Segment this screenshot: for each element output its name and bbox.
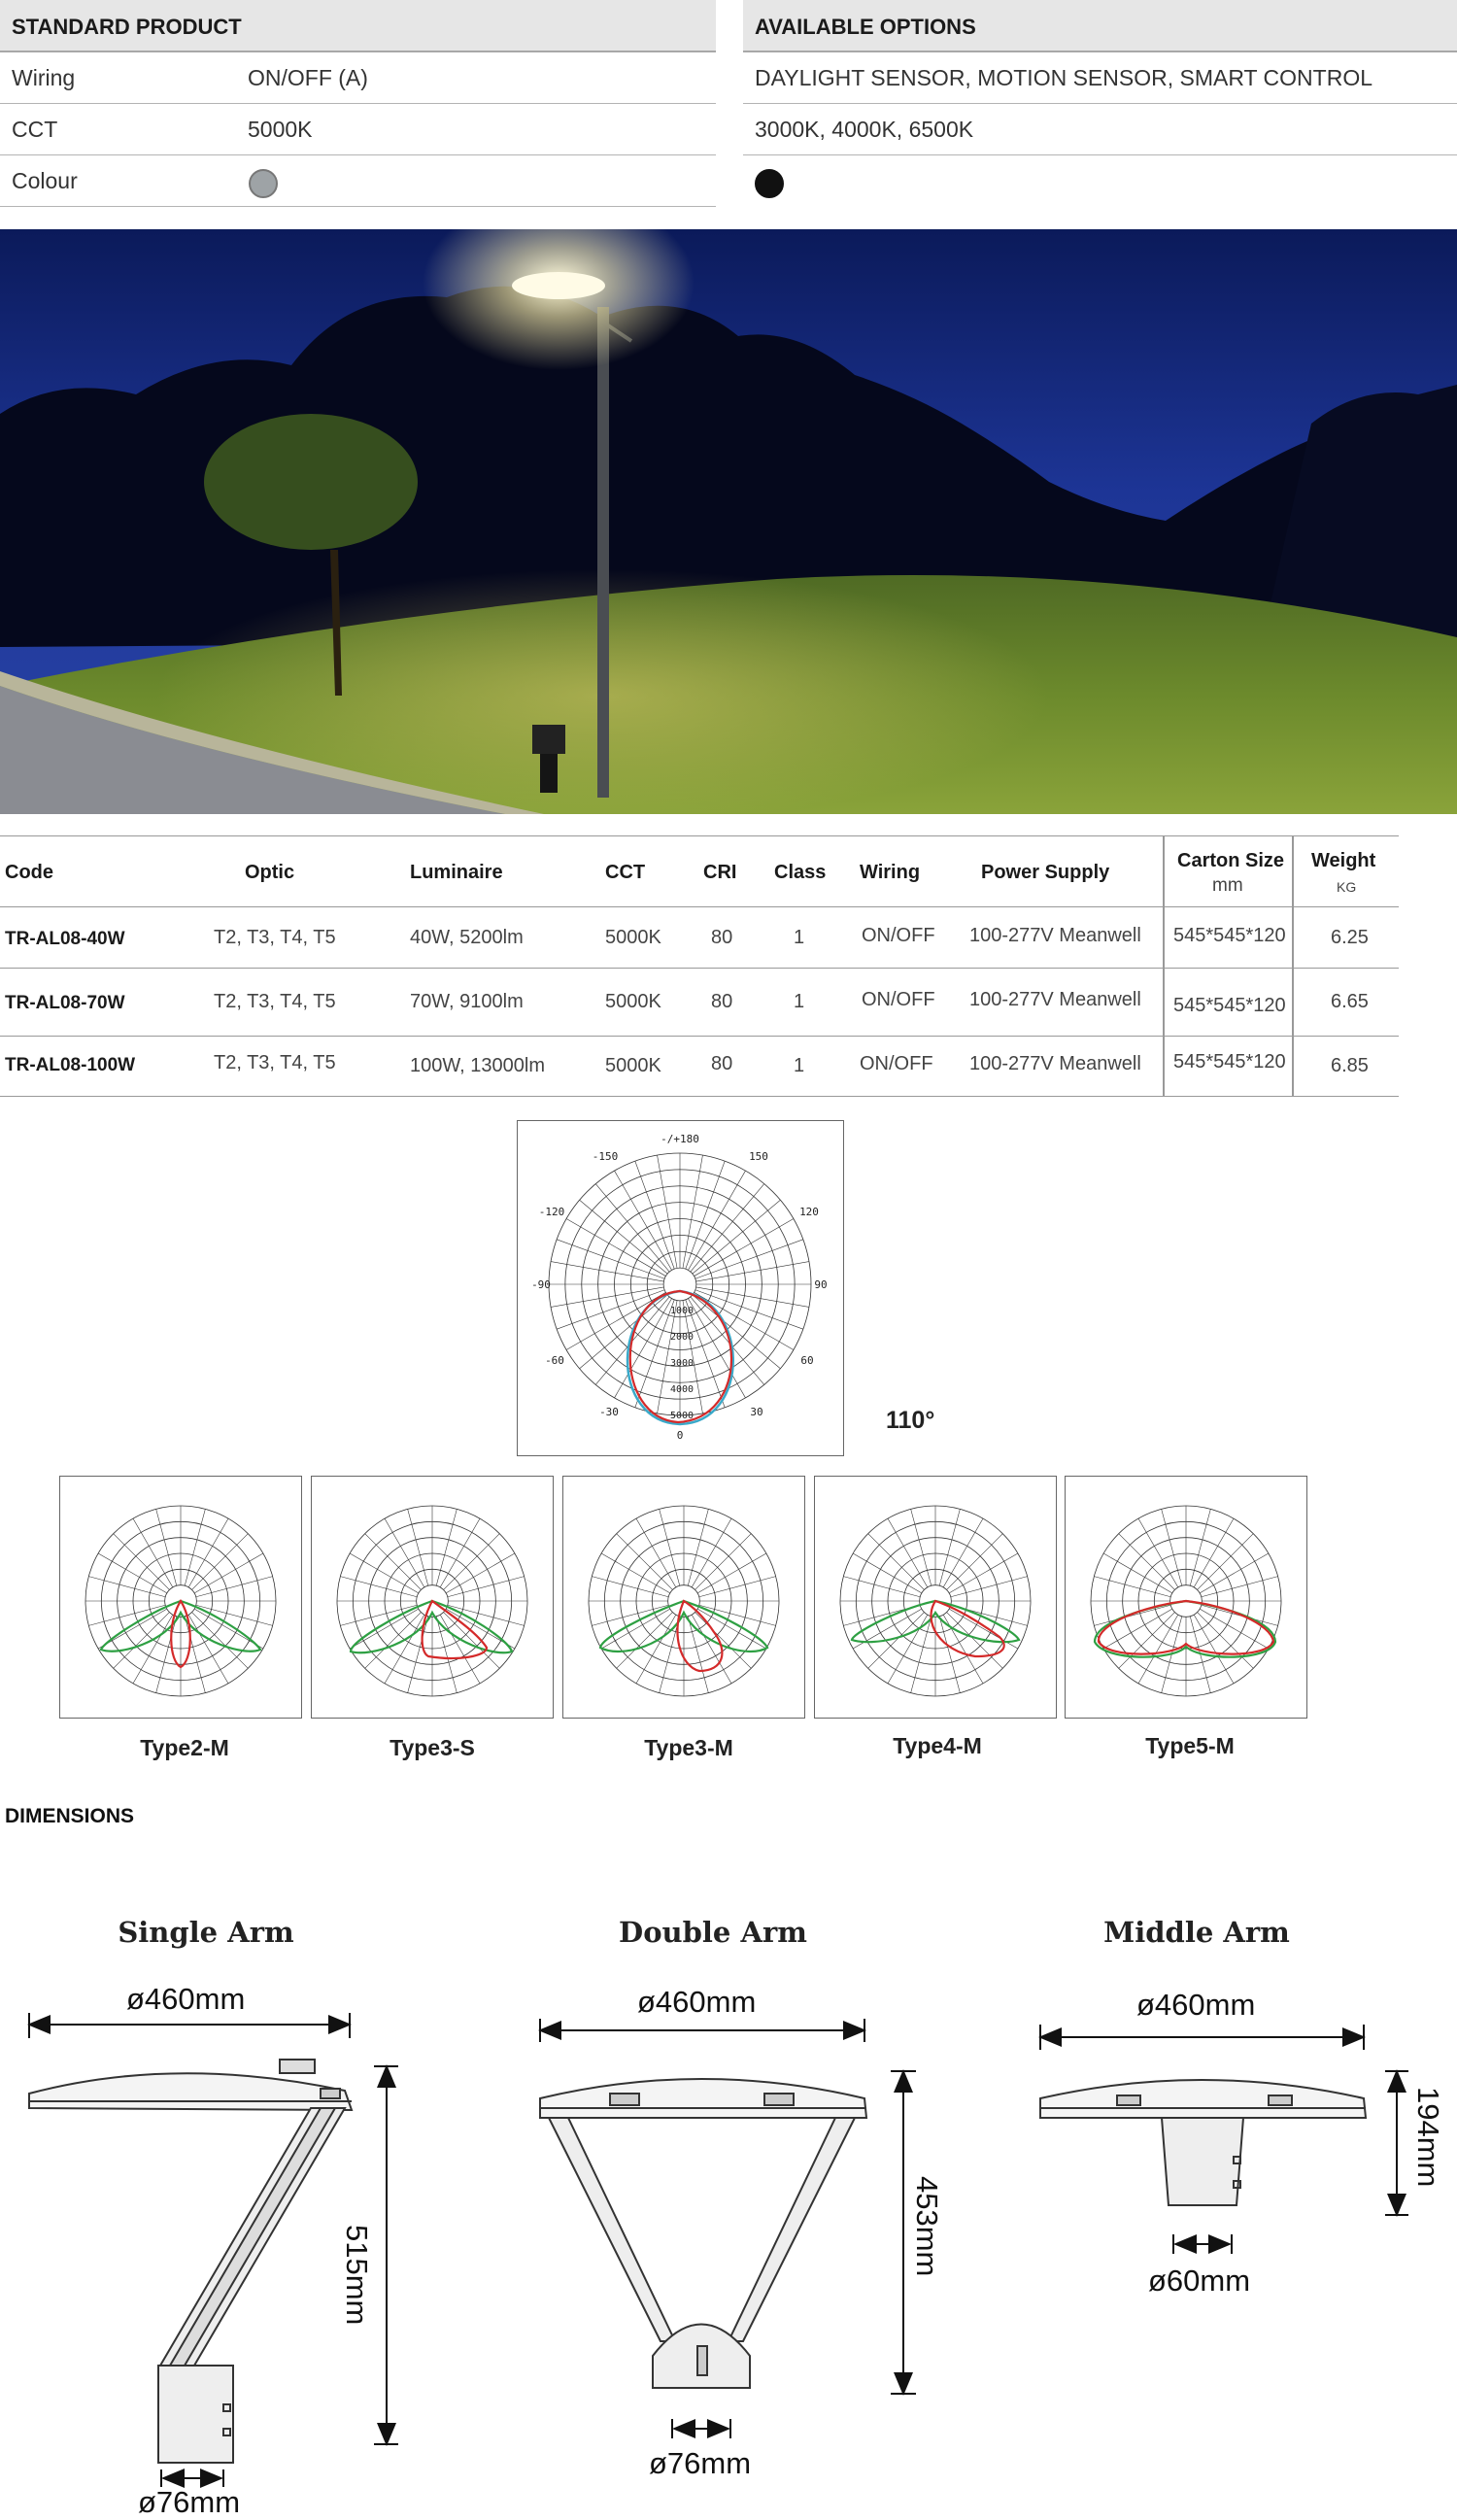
spec-row-wiring bbox=[0, 52, 716, 104]
type-polar-svg bbox=[563, 1477, 804, 1718]
cell-optic: T2, T3, T4, T5 bbox=[214, 991, 336, 1012]
type-label: Type4-M bbox=[893, 1733, 982, 1758]
spec-value: ON/OFF (A) bbox=[248, 65, 368, 90]
main-polar-grid bbox=[549, 1153, 814, 1415]
spec-label: Colour bbox=[12, 168, 78, 193]
cell-cri: 80 bbox=[711, 1053, 733, 1074]
angle-label: -150 bbox=[592, 1150, 619, 1163]
type-label: Type2-M bbox=[140, 1735, 229, 1760]
middle-arm-title: Middle Arm bbox=[1103, 1916, 1290, 1949]
cell-wiring: ON/OFF bbox=[862, 925, 935, 946]
header-cri: CRI bbox=[703, 862, 737, 883]
spec-row-cct bbox=[0, 104, 716, 155]
standard-product-table bbox=[0, 0, 716, 207]
option-row-controls bbox=[743, 52, 1457, 104]
angle-label: -30 bbox=[599, 1406, 619, 1418]
cell-code: TR-AL08-70W bbox=[5, 993, 125, 1013]
option-row-cct bbox=[743, 104, 1457, 155]
colour-swatch-black bbox=[755, 169, 784, 198]
beam-angle-label: 110° bbox=[886, 1407, 935, 1434]
angle-label: 0 bbox=[676, 1429, 684, 1442]
cell-carton: 545*545*120 bbox=[1173, 1051, 1286, 1073]
single-width-label: ø460mm bbox=[126, 1982, 246, 2016]
radial-label: 5000 bbox=[669, 1411, 695, 1421]
cell-cct: 5000K bbox=[605, 1055, 661, 1076]
angle-label: 60 bbox=[800, 1354, 814, 1367]
option-value: 3000K, 4000K, 6500K bbox=[755, 117, 974, 142]
cell-optic: T2, T3, T4, T5 bbox=[214, 1052, 336, 1073]
cell-class: 1 bbox=[794, 991, 805, 1012]
cell-weight: 6.65 bbox=[1331, 991, 1369, 1012]
cell-cct: 5000K bbox=[605, 991, 661, 1012]
cell-weight: 6.25 bbox=[1331, 927, 1369, 948]
middle-height-label: 194mm bbox=[1411, 2087, 1445, 2188]
header-power: Power Supply bbox=[981, 862, 1110, 883]
cell-cri: 80 bbox=[711, 927, 733, 948]
angle-label: 90 bbox=[814, 1278, 828, 1291]
table-row bbox=[0, 1036, 1399, 1097]
available-options-title: AVAILABLE OPTIONS bbox=[743, 0, 1457, 52]
cell-code: TR-AL08-100W bbox=[5, 1055, 136, 1075]
angle-label: -120 bbox=[538, 1206, 565, 1218]
table-row bbox=[0, 905, 1399, 969]
polar-chart-svg bbox=[518, 1121, 843, 1455]
radial-label: 1000 bbox=[669, 1306, 695, 1316]
available-options-table bbox=[743, 0, 1457, 206]
dimension-drawings bbox=[0, 1972, 1457, 2516]
spec-value: 5000K bbox=[248, 117, 313, 142]
angle-label: 120 bbox=[799, 1206, 819, 1218]
radial-label: 4000 bbox=[669, 1384, 695, 1395]
single-pipe-label: ø76mm bbox=[138, 2485, 241, 2519]
cell-power: 100-277V Meanwell bbox=[969, 925, 1141, 946]
double-pipe-label: ø76mm bbox=[649, 2446, 752, 2480]
cell-power: 100-277V Meanwell bbox=[969, 989, 1141, 1010]
colour-swatch-grey bbox=[249, 169, 278, 198]
double-arm-title: Double Arm bbox=[619, 1916, 807, 1949]
cell-power: 100-277V Meanwell bbox=[969, 1053, 1141, 1074]
single-height-label: 515mm bbox=[340, 2225, 374, 2326]
header-optic: Optic bbox=[245, 862, 295, 883]
option-row-colour bbox=[743, 155, 1457, 206]
type4m-polar-diagram bbox=[814, 1476, 1057, 1719]
option-value: DAYLIGHT SENSOR, MOTION SENSOR, SMART CONTROL bbox=[755, 65, 1373, 90]
spec-label: Wiring bbox=[12, 65, 76, 90]
cell-weight: 6.85 bbox=[1331, 1055, 1369, 1076]
type-polar-svg bbox=[815, 1477, 1056, 1718]
cell-wiring: ON/OFF bbox=[860, 1053, 933, 1074]
header-wiring: Wiring bbox=[860, 862, 921, 883]
radial-label: 2000 bbox=[669, 1332, 695, 1343]
header-cct: CCT bbox=[605, 862, 646, 883]
type3s-polar-diagram bbox=[311, 1476, 554, 1719]
type-polar-svg bbox=[1066, 1477, 1306, 1718]
angle-label: -/+180 bbox=[661, 1133, 699, 1145]
main-polar-diagram bbox=[517, 1120, 844, 1456]
middle-width-label: ø460mm bbox=[1136, 1988, 1256, 2022]
cell-class: 1 bbox=[794, 1055, 805, 1076]
cell-carton: 545*545*120 bbox=[1173, 995, 1286, 1016]
angle-label: -90 bbox=[531, 1278, 551, 1291]
cell-code: TR-AL08-40W bbox=[5, 929, 125, 949]
type5m-polar-diagram bbox=[1065, 1476, 1307, 1719]
type3m-polar-diagram bbox=[562, 1476, 805, 1719]
type2m-polar-diagram bbox=[59, 1476, 302, 1719]
photo-illustration bbox=[0, 229, 1457, 814]
header-carton-unit: mm bbox=[1212, 875, 1243, 896]
cell-luminaire: 100W, 13000lm bbox=[410, 1055, 545, 1076]
cell-wiring: ON/OFF bbox=[862, 989, 935, 1010]
cell-luminaire: 70W, 9100lm bbox=[410, 991, 524, 1012]
cell-cri: 80 bbox=[711, 991, 733, 1012]
angle-label: 30 bbox=[750, 1406, 763, 1418]
radial-label: 3000 bbox=[669, 1358, 695, 1369]
standard-product-title: STANDARD PRODUCT bbox=[0, 0, 716, 52]
table-header-row bbox=[0, 835, 1399, 907]
type-label: Type3-S bbox=[390, 1735, 475, 1760]
header-weight-unit: KG bbox=[1337, 879, 1357, 895]
type-label: Type5-M bbox=[1145, 1733, 1235, 1758]
header-weight: Weight bbox=[1311, 850, 1376, 871]
spec-label: CCT bbox=[12, 117, 58, 142]
header-class: Class bbox=[774, 862, 827, 883]
cell-cct: 5000K bbox=[605, 927, 661, 948]
night-street-light-photo bbox=[0, 229, 1457, 814]
double-height-label: 453mm bbox=[910, 2176, 944, 2277]
header-code: Code bbox=[5, 862, 53, 883]
type-polar-svg bbox=[312, 1477, 553, 1718]
middle-arm-drawing bbox=[1040, 2025, 1408, 2254]
distribution-curve-green bbox=[351, 1601, 512, 1652]
dimensions-heading: DIMENSIONS bbox=[5, 1805, 135, 1827]
distribution-curve-green bbox=[1095, 1601, 1275, 1657]
cell-carton: 545*545*120 bbox=[1173, 925, 1286, 946]
middle-pipe-label: ø60mm bbox=[1148, 2264, 1251, 2298]
type-polar-svg bbox=[60, 1477, 301, 1718]
angle-label: 150 bbox=[749, 1150, 768, 1163]
cell-optic: T2, T3, T4, T5 bbox=[214, 927, 336, 948]
double-arm-drawing bbox=[540, 2019, 916, 2438]
table-row bbox=[0, 968, 1399, 1037]
cell-luminaire: 40W, 5200lm bbox=[410, 927, 524, 948]
spec-row-colour bbox=[0, 155, 716, 207]
cell-class: 1 bbox=[794, 927, 805, 948]
double-width-label: ø460mm bbox=[637, 1985, 757, 2019]
header-luminaire: Luminaire bbox=[410, 862, 503, 883]
type-label: Type3-M bbox=[644, 1735, 733, 1760]
header-carton: Carton Size bbox=[1177, 850, 1285, 871]
angle-label: -60 bbox=[545, 1354, 564, 1367]
single-arm-title: Single Arm bbox=[118, 1916, 294, 1949]
